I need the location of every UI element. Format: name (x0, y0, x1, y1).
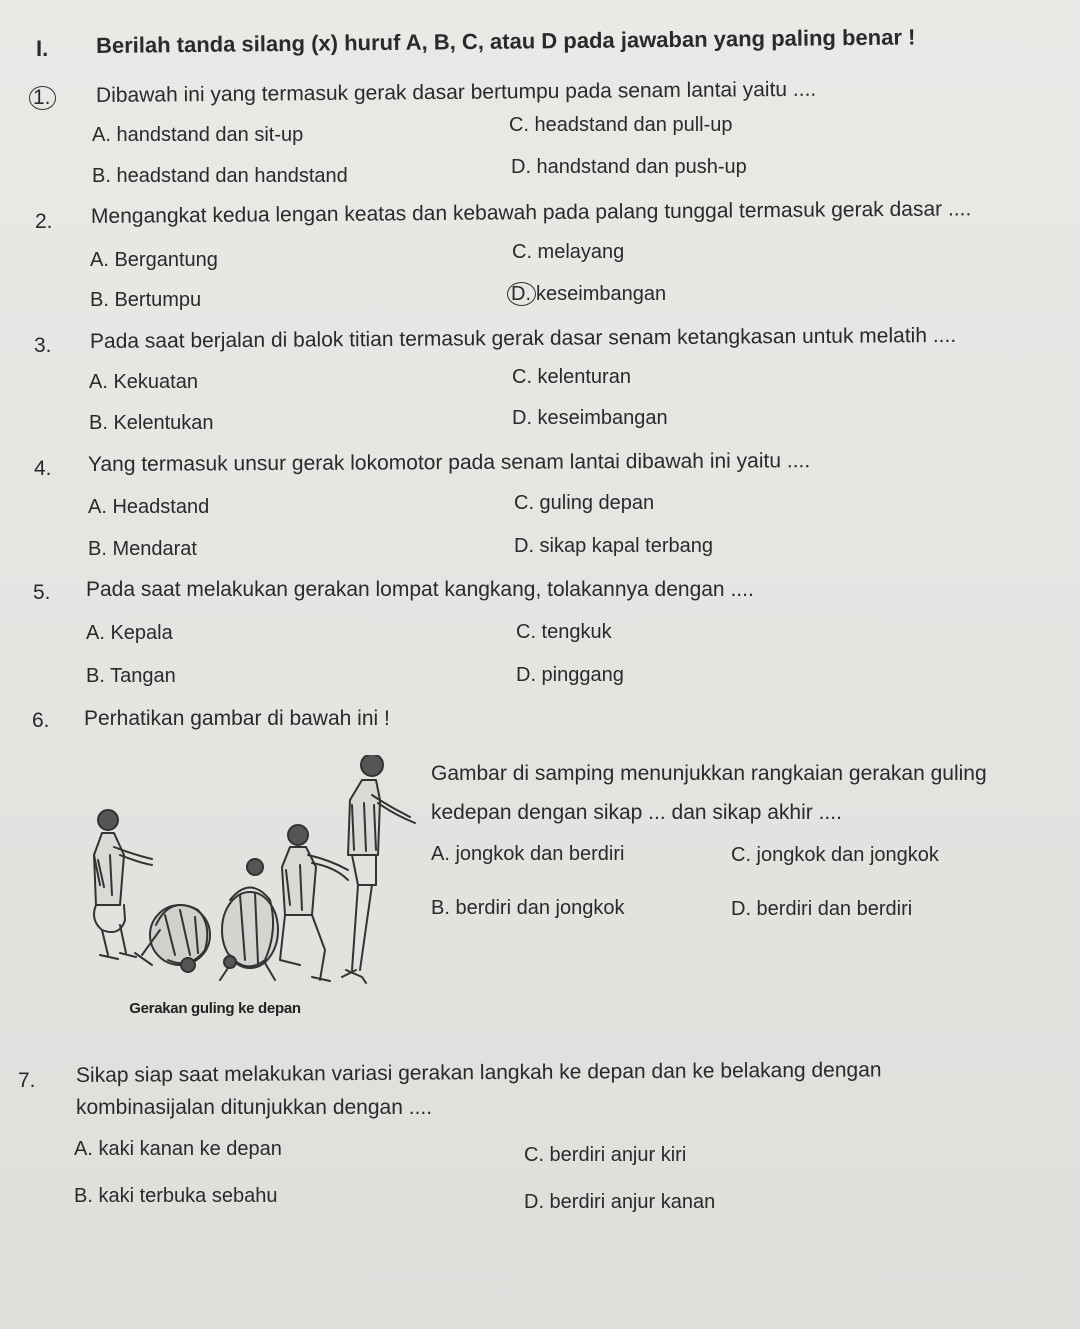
instruction-heading: Berilah tanda silang (x) huruf A, B, C, atau D pada jawaban yang paling benar ! (95, 24, 916, 58)
question-3-text: Pada saat berjalan di balok titian termasuk gerak dasar senam ketangkasan untuk melatih .... (89, 323, 957, 353)
question-6-description-line1: Gambar di samping menunjukkan rangkaian gerakan guling (431, 762, 987, 785)
question-1-text: Dibawah ini yang termasuk gerak dasar bertumpu pada senam lantai yaitu .... (95, 77, 817, 107)
q7-option-b[interactable]: B. kaki terbuka sebahu (74, 1185, 278, 1207)
q5-option-a[interactable]: A. Kepala (86, 622, 173, 644)
question-6-number: 6. (32, 709, 50, 732)
q6-option-d[interactable]: D. berdiri dan berdiri (731, 898, 913, 920)
q3-option-c[interactable]: C. kelenturan (512, 366, 631, 388)
circled-answer-mark: D. (507, 282, 536, 306)
q6-option-c[interactable]: C. jongkok dan jongkok (731, 844, 939, 866)
q1-option-a[interactable]: A. handstand dan sit-up (92, 124, 304, 146)
q4-option-b[interactable]: B. Mendarat (88, 538, 197, 560)
question-5-text: Pada saat melakukan gerakan lompat kangkang, tolakannya dengan .... (86, 578, 754, 601)
circled-number: 1. (29, 86, 56, 110)
q1-option-c[interactable]: C. headstand dan pull-up (509, 114, 733, 136)
question-3-number: 3. (34, 334, 52, 357)
section-number: I. (36, 36, 49, 61)
q2-option-d[interactable] (512, 282, 666, 306)
q2-option-c[interactable]: C. melayang (512, 241, 625, 263)
question-5-number: 5. (33, 581, 51, 604)
q2-option-a[interactable]: A. Bergantung (90, 249, 218, 271)
forward-roll-illustration (80, 755, 425, 1025)
q3-option-d[interactable]: D. keseimbangan (512, 407, 668, 429)
question-1-number (34, 86, 56, 110)
q5-option-b[interactable]: B. Tangan (86, 665, 176, 687)
q2-option-d-text: keseimbangan (536, 283, 667, 305)
q4-option-a[interactable]: A. Headstand (88, 496, 210, 518)
q7-option-c[interactable]: C. berdiri anjur kiri (524, 1144, 687, 1166)
question-4-text: Yang termasuk unsur gerak lokomotor pada senam lantai dibawah ini yaitu .... (87, 449, 811, 476)
question-2-number: 2. (35, 210, 53, 233)
q1-option-b[interactable]: B. headstand dan handstand (92, 165, 348, 187)
question-4-number: 4. (34, 457, 52, 480)
question-6-description-line2: kedepan dengan sikap ... dan sikap akhir .... (431, 801, 842, 824)
q3-option-a[interactable]: A. Kekuatan (89, 371, 198, 393)
question-6-text: Perhatikan gambar di bawah ini ! (84, 707, 390, 730)
question-7-text-line1: Sikap siap saat melakukan variasi gerakan langkah ke depan dan ke belakang dengan (75, 1058, 882, 1087)
forward-roll-figure (80, 755, 425, 1025)
q4-option-d[interactable]: D. sikap kapal terbang (514, 535, 714, 557)
q1-option-d[interactable]: D. handstand dan push-up (511, 156, 747, 178)
q4-option-c[interactable]: C. guling depan (514, 492, 655, 514)
q7-option-d[interactable]: D. berdiri anjur kanan (524, 1191, 716, 1213)
q6-option-a[interactable]: A. jongkok dan berdiri (431, 843, 625, 865)
question-2-text: Mengangkat kedua lengan keatas dan kebawah pada palang tunggal termasuk gerak dasar .... (90, 197, 972, 228)
q6-option-b[interactable]: B. berdiri dan jongkok (431, 897, 625, 919)
q3-option-b[interactable]: B. Kelentukan (89, 412, 214, 434)
q2-option-b[interactable]: B. Bertumpu (90, 289, 202, 311)
figure-caption: Gerakan guling ke depan (129, 1000, 301, 1017)
q5-option-c[interactable]: C. tengkuk (516, 621, 612, 643)
q5-option-d[interactable]: D. pinggang (516, 664, 624, 686)
question-7-text-line2: kombinasijalan ditunjukkan dengan .... (76, 1096, 433, 1119)
q7-option-a[interactable]: A. kaki kanan ke depan (74, 1138, 282, 1160)
question-7-number: 7. (18, 1069, 36, 1092)
